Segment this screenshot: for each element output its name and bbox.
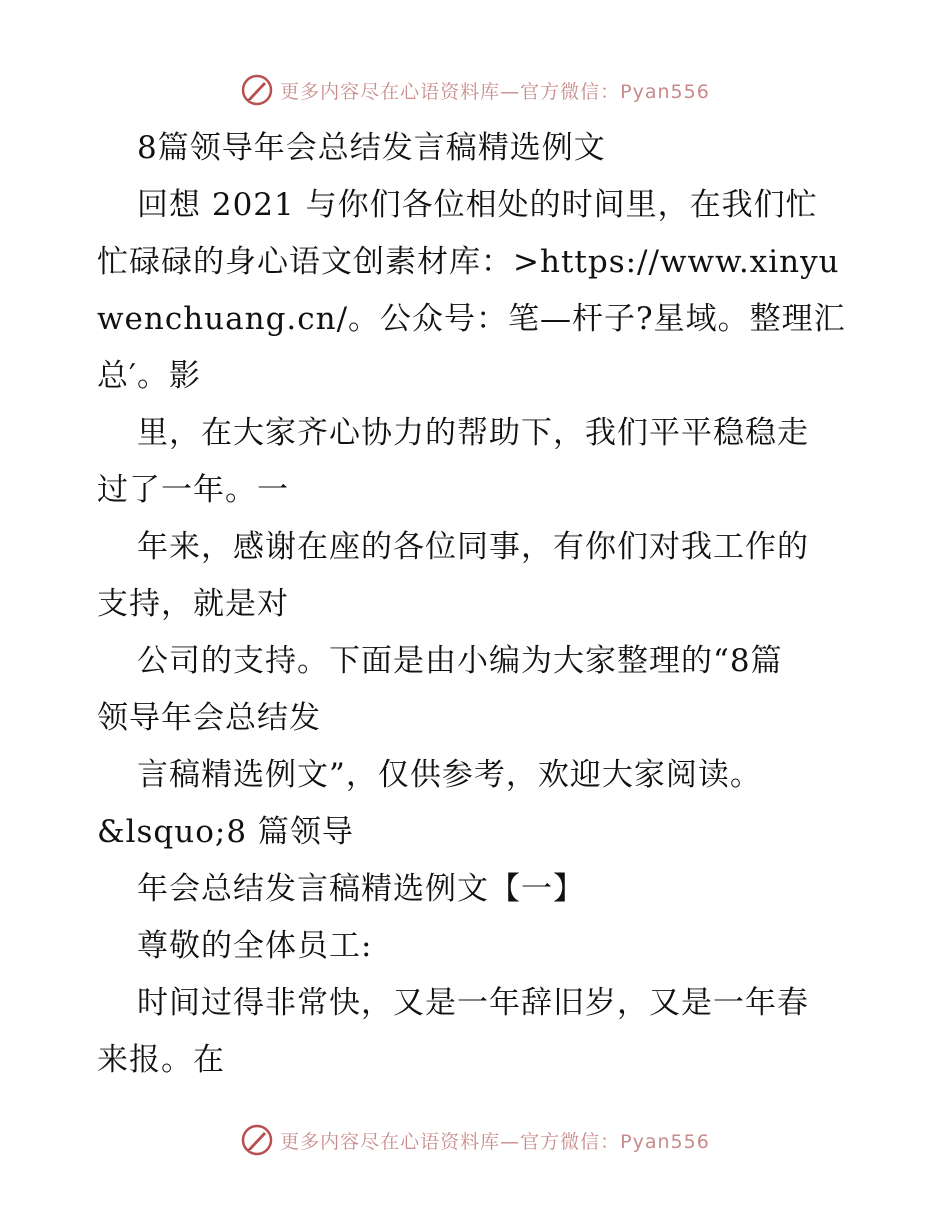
text-line: 回想 2021 与你们各位相处的时间里，在我们忙 <box>137 187 818 223</box>
text-line: 里，在大家齐心协力的帮助下，我们平平稳稳走 <box>137 415 809 451</box>
text-line: 时间过得非常快，又是一年辞旧岁，又是一年春 <box>137 985 809 1021</box>
text-line: 来报。在 <box>97 1042 225 1078</box>
text-line: 年来，感谢在座的各位同事，有你们对我工作的 <box>137 529 809 565</box>
text-line: 过了一年。一 <box>97 472 289 508</box>
banner-text: 更多内容尽在心语资料库—官方微信：Pyan556 <box>280 80 710 103</box>
text-line: 年会总结发言稿精选例文【一】 <box>137 871 585 907</box>
text-line: &lsquo;8 篇领导 <box>97 814 354 850</box>
text-line: 尊敬的全体员工: <box>137 928 373 964</box>
quill-logo-icon <box>240 73 274 107</box>
text-line: 公司的支持。下面是由小编为大家整理的“8篇 <box>137 643 783 679</box>
banner-text: 更多内容尽在心语资料库—官方微信：Pyan556 <box>280 1130 710 1153</box>
text-line: 总′。影 <box>97 358 202 394</box>
document-body <box>97 120 853 1089</box>
quill-logo-icon <box>240 1123 274 1157</box>
text-line: 支持，就是对 <box>97 586 289 622</box>
footer-banner <box>0 1120 950 1160</box>
header-banner <box>0 70 950 110</box>
text-line: 8篇领导年会总结发言稿精选例文 <box>137 130 606 166</box>
text-line: wenchuang.cn/。公众号：笔—杆子?星域。整理汇 <box>97 301 846 337</box>
text-line: 言稿精选例文”，仅供参考，欢迎大家阅读。 <box>137 757 762 793</box>
text-line: 领导年会总结发 <box>97 700 321 736</box>
text-line: 忙碌碌的身心语文创素材库：>https://www.xinyu <box>97 244 840 280</box>
